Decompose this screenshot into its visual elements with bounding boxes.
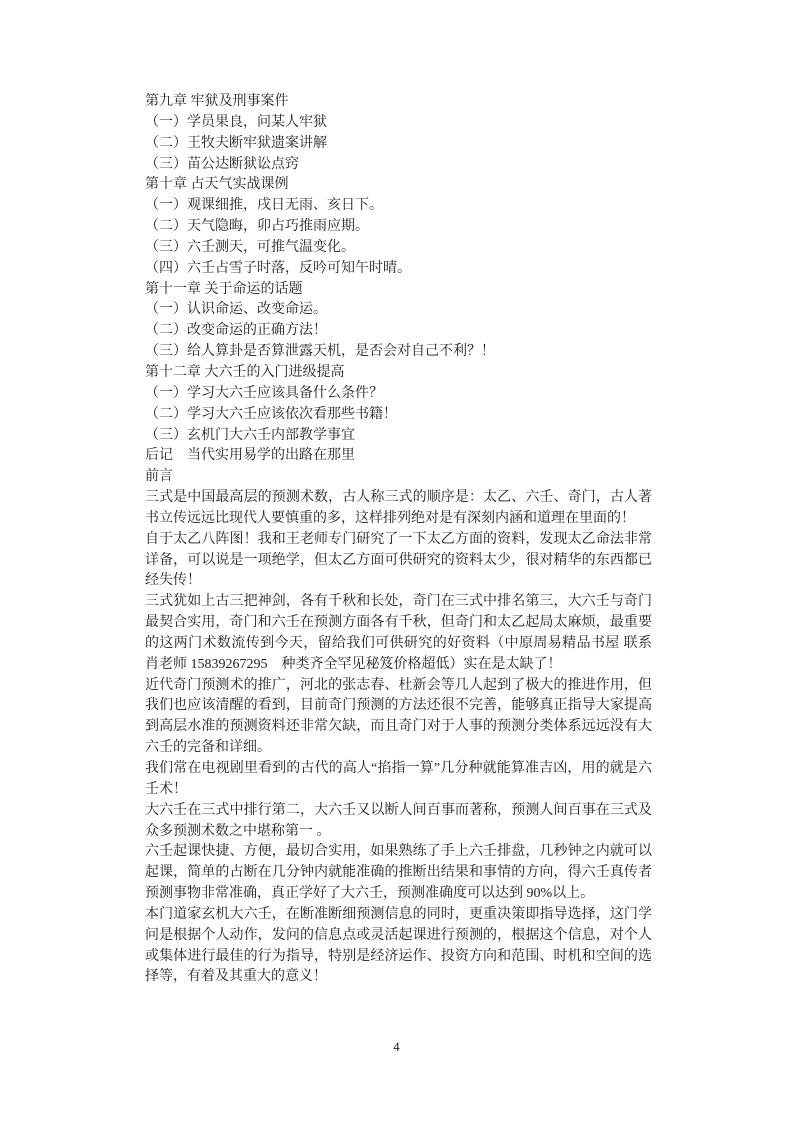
text-content (145, 92, 652, 988)
toc-line: 第十二章 大六壬的入门进级提高 (145, 364, 345, 380)
toc-line: （二）王牧夫断牢狱遗案讲解 (145, 135, 327, 151)
toc-line: （三）给人算卦是否算泄露天机，是否会对自己不利？！ (145, 344, 495, 360)
toc-line: （二）学习大六壬应该依次看那些书籍！ (145, 406, 397, 422)
toc-line: 第十章 占天气实战课例 (145, 177, 289, 193)
toc-line: （一）认识命运、改变命运。 (145, 302, 327, 318)
preface-paragraph: 三式犹如上古三把神剑，各有千秋和长处，奇门在三式中排名第三，大六壬与奇门最契合实用，奇门和六壬在预测方面各有千秋，但奇门和太乙起局太麻烦，最重要的这两门术数流传到今天，留给我们可供研究的好资料（中原周易精品书屋 联系肖老师 15839267295 种类齐全罕见秘笈价格超低）实在是太缺了！ (145, 594, 652, 672)
toc-line: （一）学员果良，问某人牢狱 (145, 114, 327, 130)
preface-paragraph: 自于太乙八阵图！我和王老师专门研究了一下太乙方面的资料，发现太乙命法非常详备，可以说是一项绝学，但太乙方面可供研究的资料太少，很对精华的东西都已经失传！ (145, 531, 652, 589)
toc-line: （一）观课细推，戌日无雨、亥日下。 (145, 198, 383, 214)
preface-paragraph: 近代奇门预测术的推广，河北的张志春、杜新会等几人起到了极大的推进作用，但我们也应该清醒的看到，目前奇门预测的方法还很不完善，能够真正指导大家提高到高层水准的预测资料还非常欠缺，而且奇门对于人事的预测分类体系远远没有大六壬的完备和详细。 (145, 677, 652, 756)
preface-paragraph: 三式是中国最高层的预测术数，古人称三式的顺序是：太乙、六壬、奇门，古人著书立传远远比现代人要慎重的多，这样排列绝对是有深刻内涵和道理在里面的！ (145, 490, 652, 526)
preface-paragraph: 六壬起课快捷、方便，最切合实用，如果熟练了手上六壬排盘，几秒钟之内就可以起课，简单的占断在几分钟内就能准确的推断出结果和事情的方向，得六壬真传者预测事物非常准确，真正学好了大六壬，预测准确度可以达到 90%以上。 (145, 844, 652, 902)
toc-line: 第十一章 关于命运的话题 (145, 281, 303, 297)
preface-paragraph: 本门道家玄机大六壬，在断准断细预测信息的同时，更重决策即指导选择，这门学问是根据个人动作，发问的信息点或灵活起课进行预测的，根据这个信息，对个人或集体进行最佳的行为指导，特别是经济运作、投资方向和范围、时机和空间的选择等，有着及其重大的意义！ (145, 906, 652, 985)
toc-line: 第九章 牢狱及刑事案件 (145, 94, 289, 109)
page-number: 4 (393, 1040, 400, 1054)
preface-heading: 前言 (145, 469, 173, 485)
toc-line: （三）玄机门大六壬内部教学事宜 (145, 427, 355, 443)
toc-line: （四）六壬占雪子时落，反吟可知午时晴。 (145, 260, 411, 276)
toc-line: （一）学习大六壬应该具备什么条件？ (145, 385, 383, 401)
toc-line: （二）天气隐晦，卯占巧推雨应期。 (145, 219, 369, 235)
preface-paragraph: 我们常在电视剧里看到的古代的高人“掐指一算”几分种就能算准吉凶，用的就是六壬术！ (145, 761, 652, 797)
preface-paragraph: 大六壬在三式中排行第二，大六壬又以断人间百事而著称，预测人间百事在三式及众多预测术数之中堪称第一 。 (145, 802, 652, 839)
preface-section (145, 488, 652, 988)
toc-line: 后记 当代实用易学的出路在那里 (145, 448, 355, 464)
toc-line: （三）六壬测天，可推气温变化。 (145, 239, 355, 255)
toc-line: （三）苗公达断狱讼点窍 (145, 156, 299, 172)
toc-line: （二）改变命运的正确方法！ (145, 323, 327, 339)
toc-section (145, 92, 652, 467)
